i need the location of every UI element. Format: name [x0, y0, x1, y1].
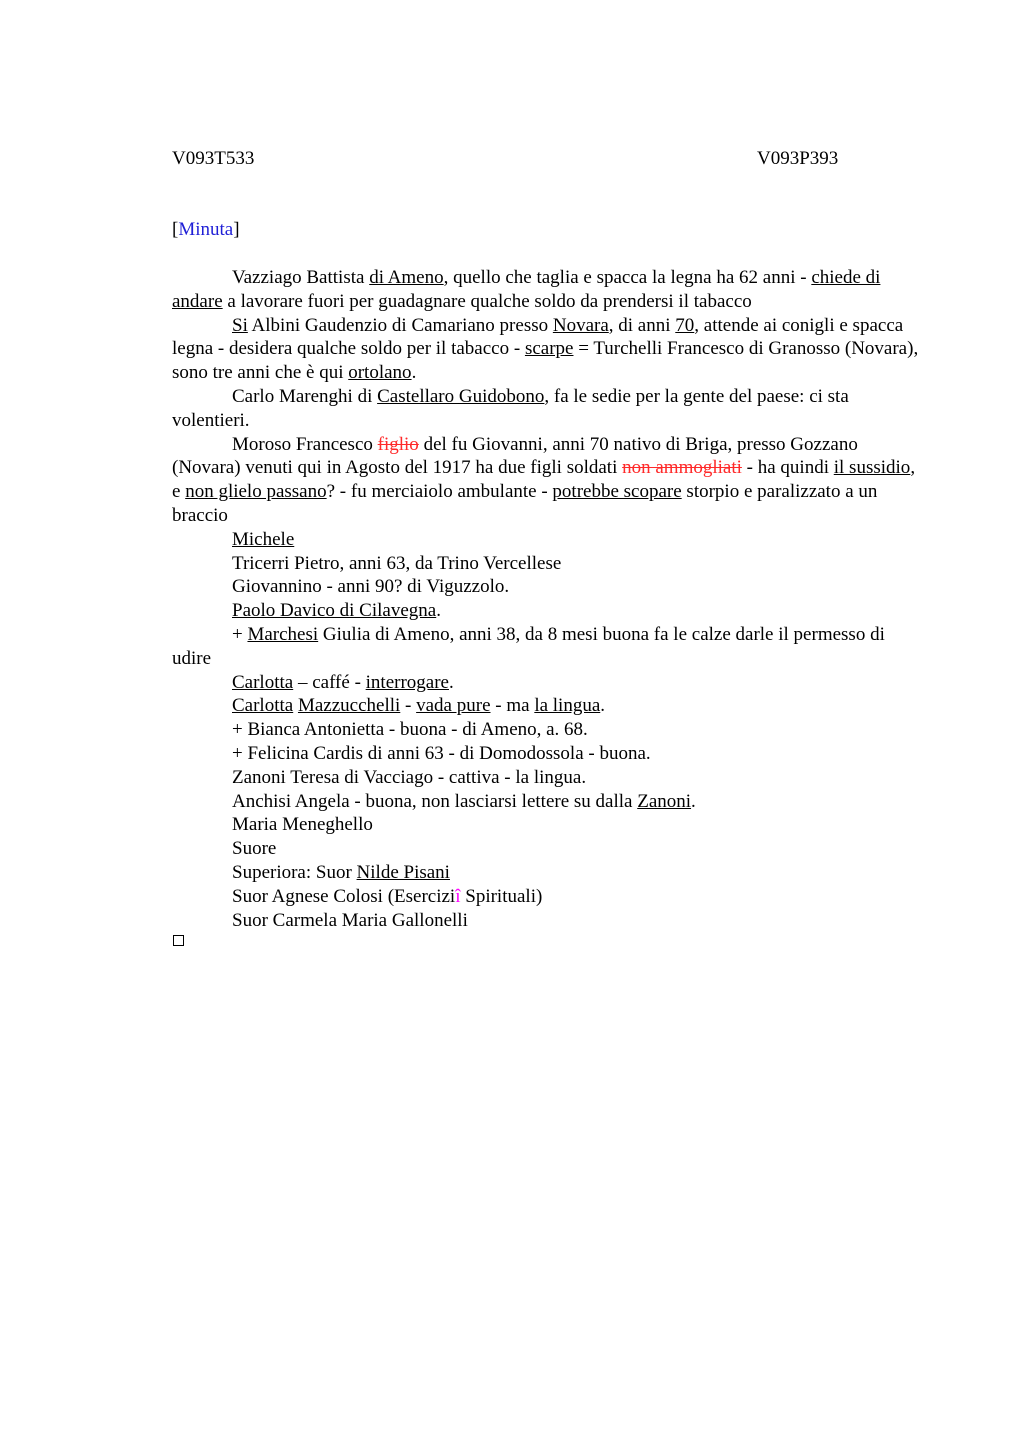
entry-albini: Si Albini Gaudenzio di Camariano presso Novara, di anni 70, attende ai conigli e spacca legna - desidera qualche soldo per il tabacco - scarpe = Turchelli Francesco di Granosso (Novara), sono tre anni che è qui ortolano. [172, 314, 919, 384]
deleted-text: figlio [377, 433, 419, 455]
entry-carlotta-mazzucchelli: Carlotta Mazzucchelli - vada pure - ma la lingua. [232, 695, 606, 717]
entry-gallonelli: Suor Carmela Maria Gallonelli [232, 909, 468, 931]
entry-vazziago: Vazziago Battista di Ameno, quello che taglia e spacca la legna ha 62 anni - chiede di andare a lavorare fuori per guadagnare qualche soldo da prendersi il tabacco [172, 267, 881, 312]
entry-meneghello: Maria Meneghello [232, 814, 373, 836]
entry-marenghi: Carlo Marenghi di Castellaro Guidobono, fa le sedie per la gente del paese: ci sta volentieri. [172, 385, 849, 431]
entry-bianca: + Bianca Antonietta - buona - di Ameno, a. 68. [232, 719, 588, 741]
entry-giovannino: Giovannino - anni 90? di Viguzzolo. [232, 576, 510, 598]
entry-moroso: Moroso Francesco figlio del fu Giovanni, anni 70 nativo di Briga, presso Gozzano (Novara) venuti qui in Agosto del 1917 ha due figli soldati non ammogliati - ha quindi il sussidio, e non glielo passano? - fu merciaiolo ambulante - potrebbe scopare storpio e paralizzato a un braccio [172, 433, 916, 526]
entry-suore: Suore [232, 838, 277, 860]
entry-superiora: Superiora: Suor Nilde Pisani [232, 861, 450, 883]
document-body [172, 266, 924, 932]
deleted-text: non ammogliati [622, 457, 742, 479]
entry-anchisi: Anchisi Angela - buona, non lasciarsi lettere su dalla Zanoni. [232, 790, 696, 812]
minuta-label: [Minuta] [172, 219, 240, 240]
entry-michele: Michele [232, 528, 295, 550]
entry-colosi: Suor Agnese Colosi (Eserciziî Spirituali) [232, 885, 543, 907]
entry-felicina: + Felicina Cardis di anni 63 - di Domodossola - buona. [232, 742, 651, 764]
entry-tricerri: Tricerri Pietro, anni 63, da Trino Vercellese [232, 552, 562, 574]
checkbox-square [173, 935, 184, 946]
entry-marchesi: + Marchesi Giulia di Ameno, anni 38, da 8 mesi buona fa le calze darle il permesso di udire [172, 623, 885, 669]
entry-davico: Paolo Davico di Cilavegna. [232, 600, 441, 622]
entry-carlotta-caffe: Carlotta – caffé - interrogare. [232, 671, 454, 693]
inserted-mark: î [455, 885, 461, 907]
document-code-right: V093P393 [757, 148, 839, 169]
document-code-left: V093T533 [172, 148, 255, 169]
entry-zanoni: Zanoni Teresa di Vacciago - cattiva - la lingua. [232, 766, 587, 788]
